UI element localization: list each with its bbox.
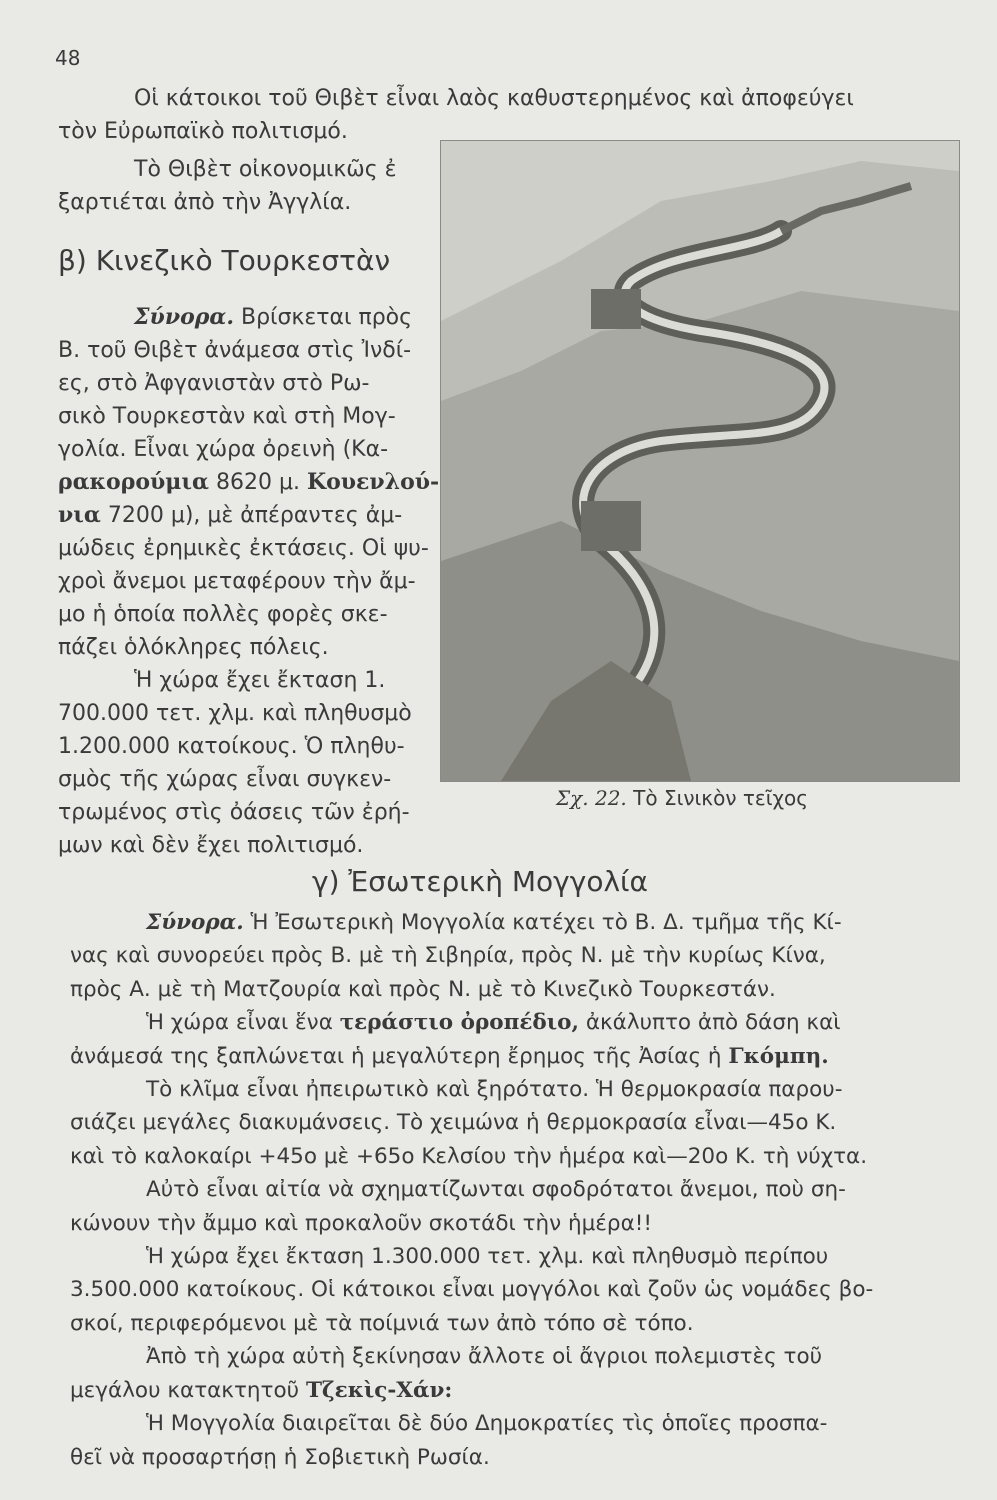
borders-label: Σύνορα. bbox=[134, 304, 234, 330]
intro-paragraph bbox=[58, 82, 938, 148]
text-line: καὶ τὸ καλοκαίρι +45ο μὲ +65ο Κελσίου τὴν ἡμέρα καὶ—20ο Κ. τὴ νύχτα. bbox=[70, 1143, 868, 1169]
great-wall-illustration bbox=[440, 140, 960, 782]
borders-label: Σύνορα. bbox=[146, 910, 244, 935]
text-line: Ἀπὸ τὴ χώρα αὐτὴ ξεκίνησαν ἄλλοτε οἱ ἄγριοι πολεμιστὲς τοῦ bbox=[146, 1344, 823, 1370]
text-line: 1.200.000 κατοίκους. Ὁ πληθυ- bbox=[58, 734, 405, 759]
text-line: τρωμένος στὶς ὀάσεις τῶν ἐρή- bbox=[58, 800, 410, 825]
text-line: ξαρτιέται ἀπὸ τὴν Ἀγγλία. bbox=[58, 190, 352, 215]
text-line bbox=[70, 1040, 960, 1073]
text-line: σιάζει μεγάλες διακυμάνσεις. Τὸ χειμώνα ἡ θερμοκρασία εἶναι—45ο Κ. bbox=[70, 1110, 837, 1136]
bold-span: Τζεκὶς-Χάν: bbox=[305, 1377, 453, 1403]
text-line: μο ἡ ὁποία πολλὲς φορὲς σκε- bbox=[58, 602, 388, 627]
text-line: Ἡ Μογγολία διαιρεῖται δὲ δύο Δημοκρατίες τὶς ὁποῖες προσπα- bbox=[146, 1411, 828, 1437]
bold-span: ρακορούμια bbox=[58, 469, 209, 495]
text-line: μων καὶ δὲν ἔχει πολιτισμό. bbox=[58, 833, 364, 858]
section-chinese-turkestan bbox=[58, 140, 448, 862]
text-line: χροὶ ἄνεμοι μεταφέρουν τὴν ἄμ- bbox=[58, 569, 416, 594]
text-span: μεγάλου κατακτητοῦ bbox=[70, 1377, 306, 1403]
bold-span: Κουενλού- bbox=[306, 469, 440, 495]
text-line: γολία. Εἶναι χώρα ὀρεινὴ (Κα- bbox=[58, 437, 389, 462]
section-heading: γ) Ἐσωτερικὴ Μογγολία bbox=[312, 865, 648, 898]
figure-caption bbox=[556, 786, 808, 810]
text-line: Τὸ κλῖμα εἶναι ἠπειρωτικὸ καὶ ξηρότατο. Ἡ θερμοκρασία παρου- bbox=[146, 1077, 843, 1103]
text-span: Βρίσκεται πρὸς bbox=[233, 305, 413, 330]
text-span: 7200 μ), μὲ ἀπέραντες ἀμ- bbox=[100, 503, 403, 528]
text-line: Οἱ κάτοικοι τοῦ Θιβὲτ εἶναι λαὸς καθυστερημένος καὶ ἀποφεύγει bbox=[134, 86, 854, 111]
text-line: πάζει ὁλόκληρες πόλεις. bbox=[58, 635, 329, 660]
text-line: Β. τοῦ Θιβὲτ ἀνάμεσα στὶς Ἰνδί- bbox=[58, 338, 412, 363]
figure-title: Τὸ Σινικὸν τεῖχος bbox=[626, 786, 808, 810]
bold-span: τεράστιο ὀροπέδιο, bbox=[339, 1010, 579, 1036]
page-number: 48 bbox=[55, 46, 81, 70]
text-line: Ἡ χώρα ἔχει ἔκταση 1.300.000 τετ. χλμ. καὶ πληθυσμὸ περίπου bbox=[146, 1244, 829, 1270]
text-line: ες, στὸ Ἀφγανιστὰν στὸ Ρω- bbox=[58, 371, 370, 396]
text-span: ἀκάλυπτο ἀπὸ δάση καὶ bbox=[579, 1010, 841, 1036]
text-line bbox=[58, 499, 448, 532]
text-line: νας καὶ συνορεύει πρὸς Β. μὲ τὴ Σιβηρία, πρὸς Ν. μὲ τὴν κυρίως Κίνα, bbox=[70, 943, 826, 969]
text-span: 8620 μ. bbox=[208, 470, 307, 495]
text-line bbox=[58, 466, 448, 499]
text-line bbox=[70, 906, 960, 939]
text-line: σκοί, περιφερόμενοι μὲ τὰ ποίμνιά των ἀπὸ τόπο σὲ τόπο. bbox=[70, 1310, 694, 1336]
text-line: σμὸς τῆς χώρας εἶναι συγκεν- bbox=[58, 767, 392, 792]
text-line: κώνουν τὴν ἄμμο καὶ προκαλοῦν σκοτάδι τὴν ἡμέρα!! bbox=[70, 1210, 652, 1236]
text-line: θεῖ νὰ προσαρτήσῃ ἡ Σοβιετικὴ Ρωσία. bbox=[70, 1444, 490, 1470]
section-inner-mongolia bbox=[70, 862, 960, 1474]
text-span: Ἡ Ἐσωτερικὴ Μογγολία κατέχει τὸ Β. Δ. τμῆμα τῆς Κί- bbox=[243, 910, 842, 935]
text-line: Ἡ χώρα ἔχει ἔκταση 1. bbox=[134, 668, 386, 693]
text-line: μώδεις ἐρημικὲς ἐκτάσεις. Οἱ ψυ- bbox=[58, 536, 429, 561]
bold-span: Γκόμπη. bbox=[728, 1043, 829, 1069]
text-line bbox=[70, 1374, 960, 1407]
text-line: 700.000 τετ. χλμ. καὶ πληθυσμὸ bbox=[58, 701, 412, 726]
bold-span: νια bbox=[58, 502, 101, 528]
text-line: Αὐτὸ εἶναι αἰτία νὰ σχηματίζωνται σφοδρότατοι ἄνεμοι, ποὺ ση- bbox=[146, 1177, 846, 1203]
text-line bbox=[58, 301, 448, 334]
text-span: ἀνάμεσά της ξαπλώνεται ἡ μεγαλύτερη ἔρημος τῆς Ἀσίας ἡ bbox=[70, 1043, 729, 1069]
section-heading: β) Κινεζικὸ Τουρκεστὰν bbox=[58, 244, 391, 277]
text-line: πρὸς Α. μὲ τὴ Ματζουρία καὶ πρὸς Ν. μὲ τὸ Κινεζικὸ Τουρκεστάν. bbox=[70, 976, 776, 1002]
text-line: σικὸ Τουρκεστὰν καὶ στὴ Μογ- bbox=[58, 404, 396, 429]
text-line: 3.500.000 κατοίκους. Οἱ κάτοικοι εἶναι μογγόλοι καὶ ζοῦν ὡς νομάδες βο- bbox=[70, 1277, 874, 1303]
text-line: Τὸ Θιβὲτ οἰκονομικῶς ἐ bbox=[134, 157, 397, 182]
text-line bbox=[70, 1006, 960, 1039]
text-line: τὸν Εὐρωπαϊκὸ πολιτισμό. bbox=[58, 119, 348, 144]
figure-number: Σχ. 22. bbox=[556, 786, 627, 810]
great-wall-drawing bbox=[441, 141, 959, 781]
text-span: Ἡ χώρα εἶναι ἕνα bbox=[146, 1010, 340, 1036]
